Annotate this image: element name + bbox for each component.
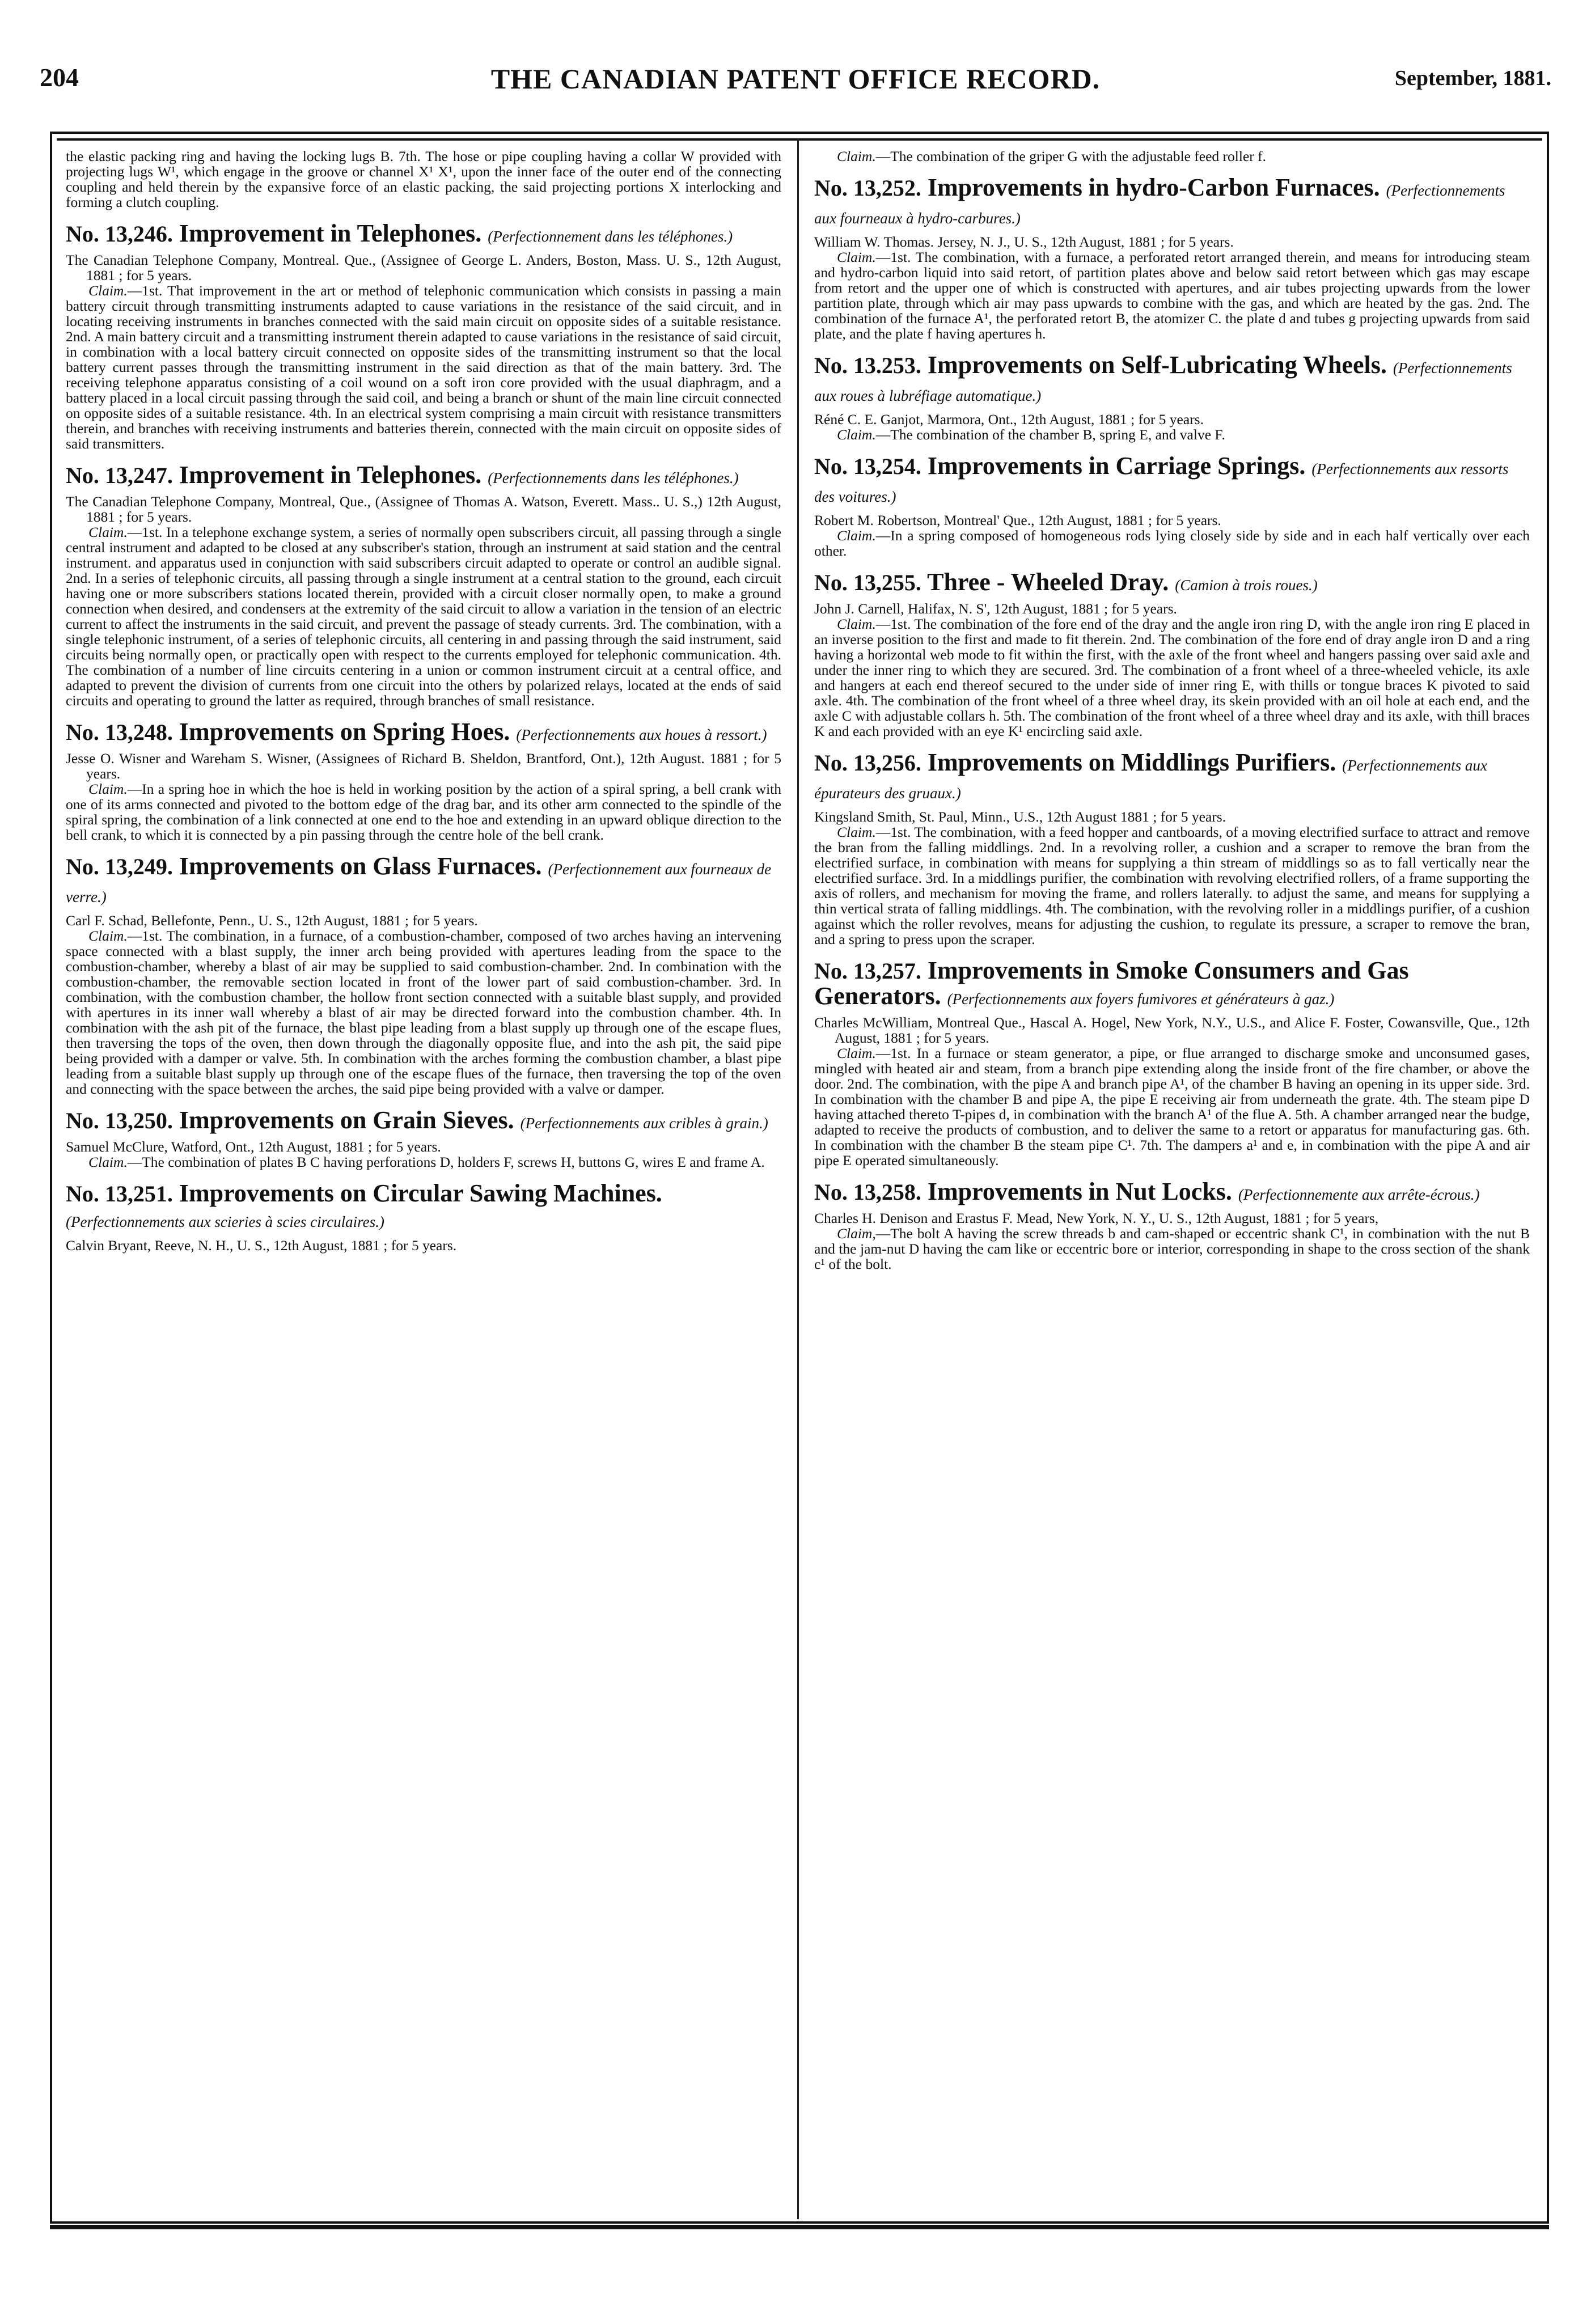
entry-title	[814, 175, 1530, 231]
claim-text: —The combination of the chamber B, spring E, and valve F.	[875, 426, 1225, 443]
entry-claim	[814, 1226, 1530, 1272]
claim-text: —The bolt A having the screw threads b and cam-shaped or eccentric shank C¹, in combination with the nut B and the jam-nut D having the cam like or eccentric bore or interior, corresponding in shape to the cross section of the shank c¹ of the bolt.	[814, 1225, 1530, 1272]
entry-claim	[814, 528, 1530, 558]
entry-patentee: Charles H. Denison and Erastus F. Mead, New York, N. Y., U. S., 12th August, 1881 ; for 5 years,	[814, 1210, 1379, 1226]
entry-title	[814, 1179, 1530, 1207]
claim-label: Claim.	[837, 616, 876, 632]
entry-heading: Improvements in Smoke Consumers and Gas Generators.	[814, 956, 1409, 1010]
continued-claim	[814, 149, 1530, 164]
entry-number: No. 13,248.	[66, 719, 173, 745]
entry-patentee: William W. Thomas. Jersey, N. J., U. S., 12th August, 1881 ; for 5 years.	[814, 234, 1234, 250]
issue-date: September, 1881.	[1394, 66, 1551, 90]
claim-label: Claim.	[88, 928, 128, 944]
entry-title	[66, 854, 781, 909]
entry-patentee: Kingsland Smith, St. Paul, Minn., U.S., 12th August 1881 ; for 5 years.	[814, 808, 1226, 825]
patent-entry-13247	[66, 463, 781, 708]
entry-heading: Improvements in Nut Locks.	[927, 1178, 1232, 1205]
entry-french-title: (Camion à trois roues.)	[1175, 577, 1318, 594]
entry-claim	[814, 616, 1530, 739]
claim-label: Claim.	[88, 282, 128, 299]
right-column	[814, 149, 1530, 2212]
column-divider	[797, 138, 799, 2219]
entry-number: No. 13,257.	[814, 958, 921, 984]
entry-heading: Improvements on Self-Lubricating Wheels.	[927, 351, 1387, 379]
entry-french-title: (Perfectionnements aux épurateurs des gruaux.)	[814, 757, 1487, 802]
entry-french-title: (Perfectionnements aux scieries à scies circulaires.)	[66, 1213, 384, 1230]
entry-number: No. 13,256.	[814, 750, 921, 776]
entry-number: No. 13,255.	[814, 570, 921, 595]
entry-claim	[66, 781, 781, 843]
entry-number: No. 13,254.	[814, 454, 921, 479]
entry-heading: Improvement in Telephones.	[179, 461, 482, 489]
entry-title	[814, 353, 1530, 408]
entry-patentee: Samuel McClure, Watford, Ont., 12th August, 1881 ; for 5 years.	[66, 1138, 441, 1155]
entry-number: No. 13,252.	[814, 175, 921, 201]
entry-title	[66, 1181, 781, 1234]
claim-text: —1st. That improvement in the art or method of telephonic communication which consists in passing a main battery circuit through transmitting instruments adapted to cause variations in the resistance of the said circuit, and in locating receiving instruments in branches connected with the said main circuit on opposite sides of a suitable resistance. 2nd. A main battery circuit and a transmitting instrument therein adapted to cause variations in the resistance of said circuit, in combination with a local battery circuit connected on opposite sides of the transmitting instrument so that the local battery current passes through the transmitting instrument in the said direction as that of the main battery. 3rd. The receiving telephone apparatus consisting of a coil wound on a soft iron core provided with the usual diaphragm, and a battery placed in a local circuit passing through the said coil, and being a branch or shunt of the main line circuit connected on opposite sides of a suitable resistance. 4th. In an electrical system comprising a main circuit with resistance transmitters therein, and branches with receiving instruments and batteries therein, connected with the main circuit on opposite sides of said transmitters.	[66, 282, 781, 452]
claim-label: Claim.	[837, 1045, 876, 1061]
patent-entry-13249	[66, 854, 781, 1097]
claim-text: —In a spring composed of homogeneous rods lying closely side by side and in each half vertically over each other.	[814, 527, 1530, 559]
entry-patentee: Robert M. Robertson, Montreal' Que., 12th August, 1881 ; for 5 years.	[814, 512, 1221, 528]
claim-label: Claim.	[837, 426, 876, 443]
claim-label: Claim,	[837, 1225, 876, 1242]
patent-entry-13256	[814, 750, 1530, 947]
entry-patentee: Réné C. E. Ganjot, Marmora, Ont., 12th August, 1881 ; for 5 years.	[814, 411, 1204, 427]
entry-title	[66, 221, 781, 249]
claim-label: Claim.	[88, 524, 128, 540]
entry-heading: Improvements on Grain Sieves.	[179, 1106, 514, 1134]
patent-entry-13248	[66, 719, 781, 843]
claim-text: —1st. The combination, with a feed hopper and cantboards, of a moving electrified surface to attract and remove the bran from the falling middlings. 2nd. In a revolving roller, a cushion and a scraper to remove the bran from the electrified surface, in combination with means for supplying a thin stream of middlings so as to fall vertically near the electrified surface. 3rd. In a middlings purifier, the combination with revolving electrified rollers, of a frame supporting the axis of rollers, and mechanism for moving the frame, and rollers laterally. to adjust the same, and means for supplying a thin vertical strata of falling middlings. 4th. The combination, with the revolving roller in a middlings purifier, of a cushion against which the roller revolves, means for adjusting the cushion, to regulate its pressure, a scraper to remove the bran, and a spring to press upon the scraper.	[814, 824, 1530, 947]
patent-entry-13254	[814, 454, 1530, 558]
entry-heading: Improvements on Glass Furnaces.	[179, 852, 542, 880]
claim-text: —In a spring hoe in which the hoe is held in working position by the action of a spiral spring, a bell crank with one of its arms connected and pivoted to the bottom edge of the drag bar, and its other arm connected to the spindle of the spiral spring, the combination of a link connected at one end to the hoe and extending in an upward oblique direction to the bell crank, to which it is connected by a pin passing through the centre hole of the bell crank.	[66, 781, 781, 843]
entry-title	[814, 570, 1530, 598]
entry-french-title: (Perfectionnements aux roues à lubréfiage automatique.)	[814, 359, 1512, 404]
entry-claim	[814, 1045, 1530, 1168]
claim-text: —The combination of the griper G with the adjustable feed roller f.	[875, 149, 1266, 164]
entry-french-title: (Perfectionnements dans les téléphones.)	[488, 469, 739, 486]
claim-text: —1st. The combination of the fore end of the dray and the angle iron ring D, with the angle iron ring E placed in an inverse position to the first and made to fit therein. 2nd. The combination of the fore end of dray angle iron D and a ring having a horizontal web mode to fit within the first, with the axle of the front wheel and hangers passing over said axle and under the inner ring to which they are secured. 3rd. The combination of a front wheel of a three-wheeled vehicle, its axle and hangers at each end thereof secured to the under side of inner ring E, with thills or tongue braces K pivoted to said axle. 4th. The combination of the front wheel of a three wheel dray, its skein provided with an oil hole at each end, and the axle C with adjustable collars h. 5th. The combination of the front wheel of a three wheel dray and its axle, with thill braces K and each provided with an eye K¹ encircling said axle.	[814, 616, 1530, 739]
entry-patentee: Carl F. Schad, Bellefonte, Penn., U. S., 12th August, 1881 ; for 5 years.	[66, 912, 478, 929]
journal-title: THE CANADIAN PATENT OFFICE RECORD.	[490, 63, 1101, 95]
claim-text: —1st. The combination, in a furnace, of a combustion-chamber, composed of two arches having an intervening space connected with a blast supply, the inner arch being provided with apertures leading from the space to the combustion-chamber, whereby a blast of air may be supplied to said combustion-chamber. 2nd. In combination with the combustion-chamber, the removable section located in front of the lower part of said combustion-chamber. 3rd. In combination, with the combustion chamber, the hollow front section connected with a suitable blast supply, and provided with apertures in its inner wall whereby a blast of air may be directed forward into the combustion chamber. 4th. In combination with the ash pit of the furnace, the blast pipe leading from a blast supply up through one of the escape flues, then traversing the tops of the oven, then down through the diagonally opposite flue, and into the ash pit, the said pipe being provided with a damper or valve. 5th. In combination with the arches forming the combustion chamber, a blast pipe leading from a suitable blast supply up through one of the escape flues of the furnace, then traversing the top of the oven and connecting with the space between the arches, the said pipe being provided with a valve or damper.	[66, 928, 781, 1097]
entry-french-title: (Perfectionnement dans les téléphones.)	[488, 228, 733, 245]
entry-heading: Improvement in Telephones.	[179, 219, 482, 247]
entry-heading: Improvements on Middlings Purifiers.	[927, 748, 1336, 776]
entry-heading: Improvements in hydro-Carbon Furnaces.	[927, 173, 1380, 201]
entry-heading: Improvements on Spring Hoes.	[179, 718, 510, 746]
page-header	[40, 62, 1551, 113]
patent-entry-13253	[814, 353, 1530, 442]
entry-number: No. 13,246.	[66, 221, 173, 247]
entry-claim	[66, 928, 781, 1097]
entry-claim	[814, 427, 1530, 442]
entry-french-title: (Perfectionnements aux houes à ressort.)	[516, 726, 767, 743]
entry-french-title: (Perfectionnements aux foyers fumivores et générateurs à gaz.)	[947, 990, 1335, 1008]
continued-text: the elastic packing ring and having the locking lugs B. 7th. The hose or pipe coupling having a collar W provided with projecting lugs W¹, which engage in the groove or channel X¹ X¹, upon the inner face of the outer end of the connecting coupling and held therein by the expansive force of an elastic packing, the said projecting portions X interlocking and forming a clutch coupling.	[66, 149, 781, 210]
entry-french-title: (Perfectionnements aux cribles à grain.)	[520, 1115, 768, 1132]
entry-number: No. 13,247.	[66, 463, 173, 488]
claim-text: —1st. In a furnace or steam generator, a pipe, or flue arranged to discharge smoke and unconsumed gases, mingled with heated air and steam, from a branch pipe extending along the inside front of the fire chamber, or above the door. 2nd. The combination, with the pipe A and branch pipe A¹, of the chamber B having an opening in its upper side. 3rd. In combination with the chamber B and pipe A, the pipe E receiving air from underneath the grate. 4th. The steam pipe D having attached thereto T-pipes d, in combination with the branch A¹ of the flue A. 5th. A chamber arranged near the budge, adapted to receive the products of combustion, and to deliver the same to a retort or apparatus for manufacturing gas. 6th. In combination with the chamber B the steam pipe C¹. 7th. The dampers a¹ and e, in combination with the pipe A and air pipe E operated simultaneously.	[814, 1045, 1530, 1169]
entry-number: No. 13,258.	[814, 1179, 921, 1205]
entry-claim	[814, 249, 1530, 341]
patent-entry-13250	[66, 1108, 781, 1170]
entry-french-title: (Perfectionnements aux fourneaux à hydro-carbures.)	[814, 182, 1505, 227]
entry-title	[66, 719, 781, 747]
entry-french-title: (Perfectionnements aux ressorts des voitures.)	[814, 460, 1509, 505]
entry-patentee: Charles McWilliam, Montreal Que., Hascal A. Hogel, New York, N.Y., U.S., and Alice F. Foster, Cowansville, Que., 12th August, 1881 ; for 5 years.	[814, 1014, 1530, 1046]
claim-text: —1st. The combination, with a furnace, a perforated retort arranged therein, and means for introducing steam and hydro-carbon liquid into said retort, of partition plates above and below said retort between which gas may escape from retort and the upper one of which is constructed with apertures, and air tubes projecting upwards from the lower partition plate, through which air may pass upwards to combine with the gas, and which are heated by the gas. 2nd. The combination of the furnace A¹, the perforated retort B, the atomizer C. the plate d and tubes g projecting upwards from said plate, and the plate f having apertures h.	[814, 249, 1530, 342]
entry-patentee: Calvin Bryant, Reeve, N. H., U. S., 12th August, 1881 ; for 5 years.	[66, 1237, 457, 1254]
entry-number: No. 13,251.	[66, 1181, 173, 1207]
patent-entry-13255	[814, 570, 1530, 739]
entry-number: No. 13.253.	[814, 353, 921, 378]
patent-entry-13252	[814, 175, 1530, 341]
entry-title	[66, 463, 781, 490]
claim-label: Claim.	[837, 527, 876, 544]
entry-patentee: John J. Carnell, Halifax, N. S', 12th August, 1881 ; for 5 years.	[814, 600, 1177, 617]
claim-label: Claim.	[88, 1154, 128, 1170]
claim-text: —The combination of plates B C having perforations D, holders F, screws H, buttons G, wires E and frame A.	[127, 1154, 765, 1170]
claim-label: Claim.	[837, 249, 876, 265]
entry-heading: Improvements on Circular Sawing Machines.	[179, 1179, 662, 1207]
left-column	[66, 149, 781, 2212]
frame-rule-top	[57, 138, 1542, 141]
entry-title	[814, 454, 1530, 509]
claim-text: —1st. In a telephone exchange system, a series of normally open subscribers circuit, all passing through a single central instrument and adapted to be closed at any subscriber's station, through an instrument at said station and the central instrument. and apparatus used in conjunction with said subscribers circuit adapted to operate or control an audible signal. 2nd. In a series of telephonic circuits, all passing through a single instrument at a central station to the ground, each circuit having one or more subscribers stations located therein, provided with a circuit closer normally open, to make a ground connection when desired, and condensers at the extremity of the said circuit to allow a variation in the tension of an electric current to affect the instruments in the said circuit, and prevent the passage of steady currents. 3rd. The combination, with a single telephonic instrument, of a series of telephonic circuits, all centering in and passing through the said instrument, said circuits being normally open, or practically open with respect to the currents employed for telephonic communication. 4th. The combination of a number of line circuits centering in a union or common instrument circuit at a central office, and adapted to prevent the division of currents from one circuit into the others by polarized relays, located at the ends of said circuits and operating to ground the latter as required, through branches of small resistance.	[66, 524, 781, 709]
entry-patentee: The Canadian Telephone Company, Montreal, Que., (Assignee of Thomas A. Watson, Everett. Mass.. U. S.,) 12th August, 1881 ; for 5 years.	[66, 493, 781, 525]
patent-entry-13246	[66, 221, 781, 451]
entry-patentee: The Canadian Telephone Company, Montreal. Que., (Assignee of George L. Anders, Boston, Mass. U. S., 12th August, 1881 ; for 5 years.	[66, 252, 781, 283]
entry-claim	[66, 524, 781, 708]
entry-number: No. 13,249.	[66, 854, 173, 879]
entry-french-title: (Perfectionnement aux fourneaux de verre.)	[66, 861, 772, 905]
patent-entry-13257	[814, 958, 1530, 1168]
entry-heading: Improvements in Carriage Springs.	[927, 452, 1306, 480]
claim-label: Claim.	[837, 824, 876, 840]
entry-claim	[66, 1154, 781, 1170]
entry-title	[66, 1108, 781, 1136]
page-number: 204	[40, 63, 79, 92]
entry-heading: Three - Wheeled Dray.	[927, 568, 1169, 596]
entry-claim	[814, 824, 1530, 947]
frame-rule-bottom	[50, 2225, 1549, 2229]
entry-french-title: (Perfectionnemente aux arrête-écrous.)	[1238, 1186, 1480, 1203]
claim-label: Claim.	[837, 149, 876, 164]
patent-entry-13258	[814, 1179, 1530, 1272]
claim-label: Claim.	[88, 781, 128, 797]
entry-number: No. 13,250.	[66, 1108, 173, 1133]
entry-title	[814, 958, 1530, 1011]
entry-claim	[66, 283, 781, 451]
entry-patentee: Jesse O. Wisner and Wareham S. Wisner, (Assignees of Richard B. Sheldon, Brantford, Ont.), 12th August. 1881 ; for 5 years.	[66, 750, 781, 782]
entry-title	[814, 750, 1530, 806]
patent-entry-13251	[66, 1181, 781, 1253]
